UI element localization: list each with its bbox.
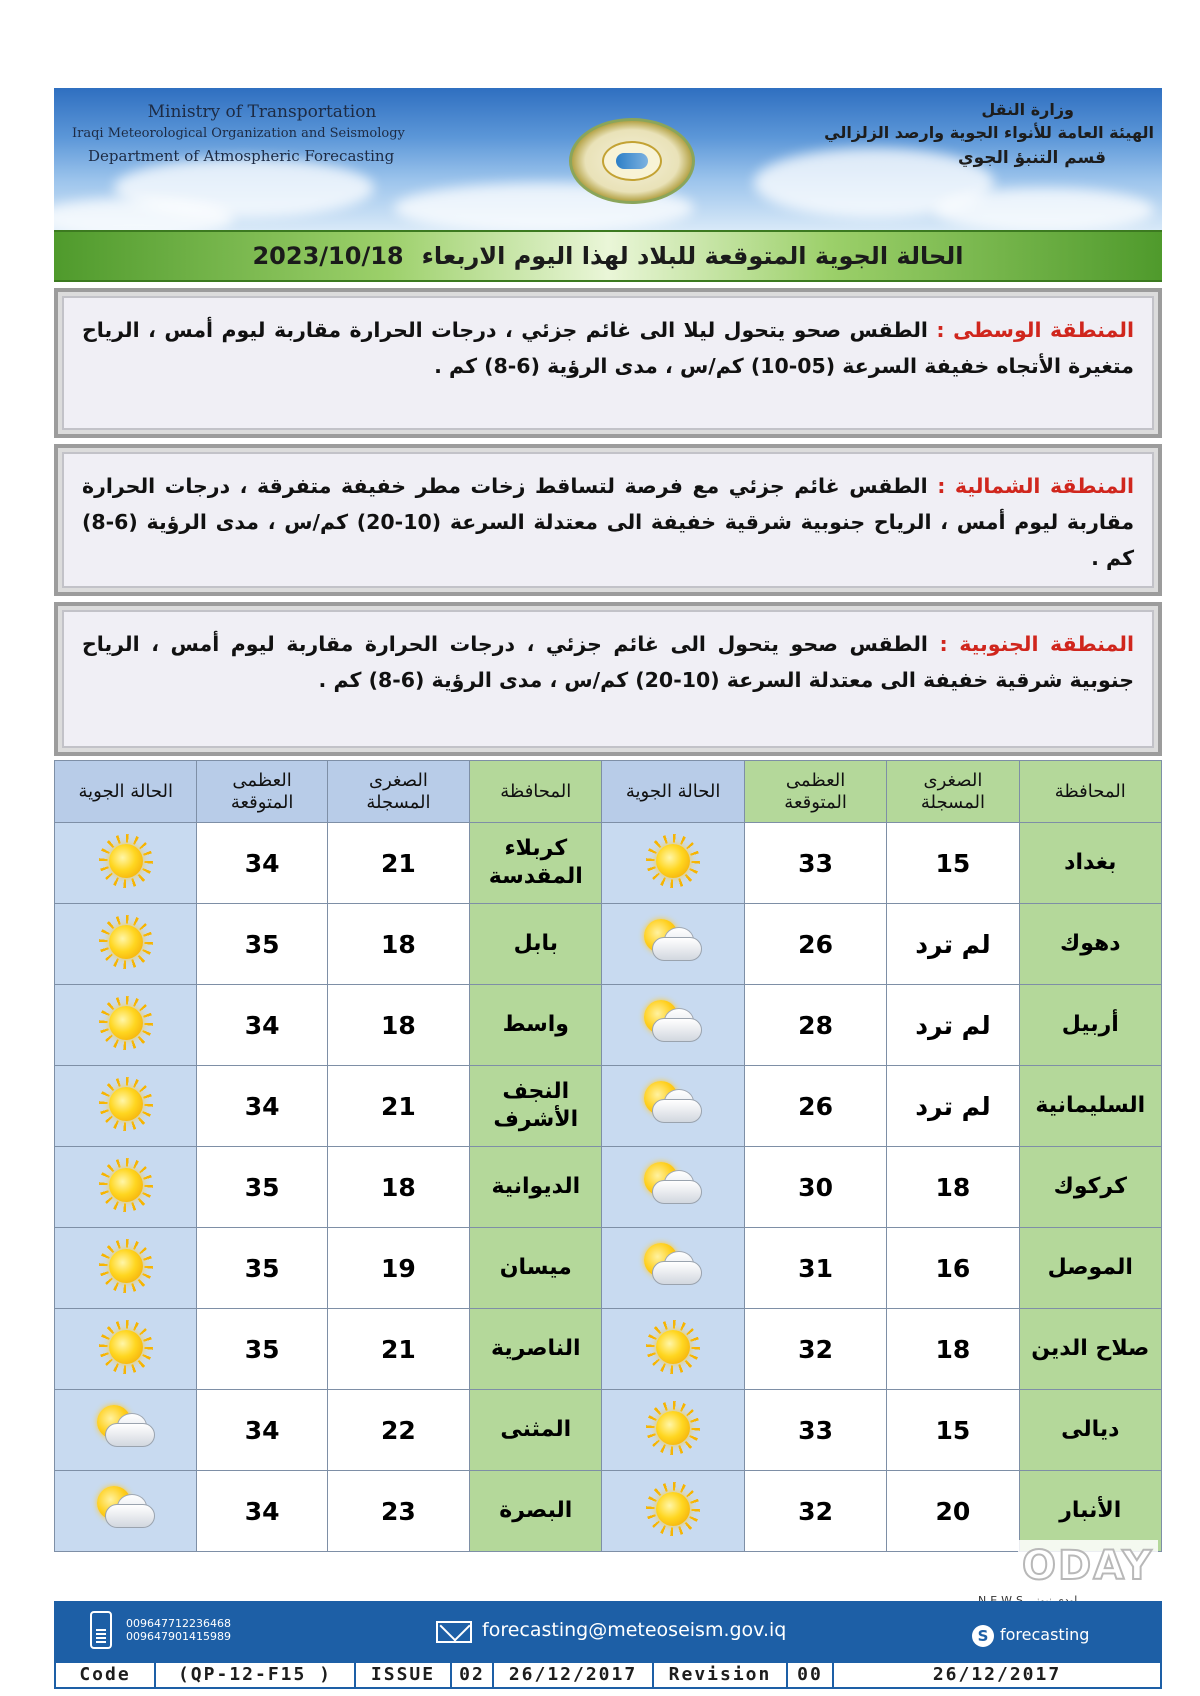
weather-cell bbox=[55, 1228, 197, 1309]
partly-cloudy-icon bbox=[638, 917, 708, 967]
partly-cloudy-icon bbox=[91, 1484, 161, 1534]
header-max: العظمى المتوقعة bbox=[744, 761, 886, 823]
province-name: البصرة bbox=[470, 1471, 602, 1552]
weather-cell bbox=[55, 1309, 197, 1390]
phone-2: 009647901415989 bbox=[126, 1630, 231, 1643]
title-date: 2023/10/18 bbox=[252, 242, 404, 270]
max-temp: 31 bbox=[744, 1228, 886, 1309]
weather-cell bbox=[55, 1390, 197, 1471]
province-name: الديوانية bbox=[470, 1147, 602, 1228]
header-max: العظمى المتوقعة bbox=[197, 761, 327, 823]
revision-number: 00 bbox=[788, 1663, 834, 1687]
sun-icon bbox=[99, 834, 153, 888]
sun-icon bbox=[99, 1077, 153, 1131]
forecast-sheet bbox=[54, 88, 1162, 1552]
min-temp: 15 bbox=[887, 1390, 1019, 1471]
english-header bbox=[72, 102, 452, 165]
weather-cell bbox=[55, 1471, 197, 1552]
footer bbox=[54, 1601, 1162, 1689]
min-temp: 21 bbox=[327, 823, 469, 904]
province-name: كربلاء المقدسة bbox=[470, 823, 602, 904]
arabic-header bbox=[794, 100, 1154, 168]
province-name: ديالى bbox=[1019, 1390, 1161, 1471]
header-weather: الحالة الجوية bbox=[602, 761, 744, 823]
table-header-row bbox=[55, 761, 1162, 823]
ministry-name-ar: وزارة النقل bbox=[981, 100, 1074, 119]
ministry-name-en: Ministry of Transportation bbox=[147, 102, 377, 122]
region-north bbox=[54, 444, 1162, 596]
province-name: بابل bbox=[470, 904, 602, 985]
issue-label: ISSUE bbox=[356, 1663, 452, 1687]
issue-date: 26/12/2017 bbox=[494, 1663, 654, 1687]
skype-icon: S bbox=[972, 1625, 994, 1647]
code-value: (QP-12-F15 ) bbox=[156, 1663, 356, 1687]
document-code-bar bbox=[54, 1661, 1162, 1689]
issue-number: 02 bbox=[452, 1663, 494, 1687]
partly-cloudy-icon bbox=[638, 998, 708, 1048]
skype-handle[interactable]: forecasting bbox=[1000, 1625, 1090, 1644]
min-temp: لم ترد bbox=[887, 1066, 1019, 1147]
title-text: الحالة الجوية المتوقعة للبلاد لهذا اليوم الاربعاء bbox=[421, 242, 964, 270]
region-text: الطقس غائم جزئي مع فرصة لتساقط زخات مطر خفيفة متفرقة ، درجات الحرارة مقاربة ليوم أمس ، الرياح جنوبية شرقية خفيفة الى معتدلة السرعة (10-20) كم/س ، مدى الرؤية (6-8) كم . bbox=[82, 474, 1135, 570]
min-temp: 18 bbox=[887, 1309, 1019, 1390]
forecast-title bbox=[54, 230, 1162, 282]
partly-cloudy-icon bbox=[638, 1079, 708, 1129]
province-name: المثنى bbox=[470, 1390, 602, 1471]
max-temp: 35 bbox=[197, 904, 327, 985]
organization-name-en: Iraqi Meteorological Organization and Seismology bbox=[72, 126, 405, 141]
max-temp: 34 bbox=[197, 985, 327, 1066]
phone-1: 009647712236468 bbox=[126, 1617, 231, 1630]
province-name: النجف الأشرف bbox=[470, 1066, 602, 1147]
min-temp: 18 bbox=[327, 904, 469, 985]
max-temp: 35 bbox=[197, 1309, 327, 1390]
header-province: المحافظة bbox=[1019, 761, 1161, 823]
revision-label: Revision bbox=[654, 1663, 788, 1687]
min-temp: 15 bbox=[887, 823, 1019, 904]
province-name: الناصرية bbox=[470, 1309, 602, 1390]
partly-cloudy-icon bbox=[638, 1241, 708, 1291]
min-temp: 18 bbox=[887, 1147, 1019, 1228]
max-temp: 33 bbox=[744, 823, 886, 904]
sun-icon bbox=[99, 915, 153, 969]
header-weather: الحالة الجوية bbox=[55, 761, 197, 823]
weather-cell bbox=[55, 1066, 197, 1147]
weather-cell bbox=[55, 985, 197, 1066]
email-address[interactable]: forecasting@meteoseism.gov.iq bbox=[482, 1619, 787, 1641]
sun-icon bbox=[646, 1401, 700, 1455]
table-row bbox=[55, 1228, 1162, 1309]
province-name: كركوك bbox=[1019, 1147, 1161, 1228]
province-name: السليمانية bbox=[1019, 1066, 1161, 1147]
watermark-logo: ODAY bbox=[1018, 1540, 1158, 1592]
province-name: الأنبار bbox=[1019, 1471, 1161, 1552]
partly-cloudy-icon bbox=[91, 1403, 161, 1453]
table-row bbox=[55, 1309, 1162, 1390]
sun-icon bbox=[99, 1158, 153, 1212]
province-name: صلاح الدين bbox=[1019, 1309, 1161, 1390]
weather-cell bbox=[602, 904, 744, 985]
sun-icon bbox=[646, 1482, 700, 1536]
max-temp: 30 bbox=[744, 1147, 886, 1228]
max-temp: 34 bbox=[197, 1471, 327, 1552]
max-temp: 33 bbox=[744, 1390, 886, 1471]
header-min: الصغرى المسجلة bbox=[887, 761, 1019, 823]
min-temp: 21 bbox=[327, 1309, 469, 1390]
weather-cell bbox=[55, 823, 197, 904]
sun-icon bbox=[99, 996, 153, 1050]
weather-cell bbox=[602, 1066, 744, 1147]
header-banner bbox=[54, 88, 1162, 230]
region-central bbox=[54, 288, 1162, 438]
min-temp: 23 bbox=[327, 1471, 469, 1552]
phone-numbers bbox=[126, 1617, 231, 1643]
max-temp: 26 bbox=[744, 1066, 886, 1147]
organization-name-ar: الهيئة العامة للأنواء الجوية وارصد الزلزالي bbox=[824, 123, 1154, 142]
mail-icon bbox=[436, 1621, 472, 1643]
table-row bbox=[55, 985, 1162, 1066]
table-row bbox=[55, 1066, 1162, 1147]
forecast-table bbox=[54, 760, 1162, 1552]
phone-icon bbox=[90, 1611, 112, 1649]
max-temp: 34 bbox=[197, 823, 327, 904]
header-province: المحافظة bbox=[470, 761, 602, 823]
department-name-en: Department of Atmospheric Forecasting bbox=[88, 147, 395, 165]
weather-cell bbox=[55, 904, 197, 985]
region-name: المنطقة الجنوبية : bbox=[939, 632, 1135, 656]
max-temp: 35 bbox=[197, 1147, 327, 1228]
weather-cell bbox=[602, 1471, 744, 1552]
province-name: أربيل bbox=[1019, 985, 1161, 1066]
table-row bbox=[55, 904, 1162, 985]
table-row bbox=[55, 1147, 1162, 1228]
sun-icon bbox=[99, 1320, 153, 1374]
table-row bbox=[55, 1390, 1162, 1471]
min-temp: 16 bbox=[887, 1228, 1019, 1309]
sun-icon bbox=[99, 1239, 153, 1293]
province-name: ميسان bbox=[470, 1228, 602, 1309]
weather-cell bbox=[602, 1390, 744, 1471]
weather-cell bbox=[602, 1228, 744, 1309]
province-name: بغداد bbox=[1019, 823, 1161, 904]
code-label: Code bbox=[56, 1663, 156, 1687]
region-south bbox=[54, 602, 1162, 756]
sun-icon bbox=[646, 834, 700, 888]
min-temp: 21 bbox=[327, 1066, 469, 1147]
table-row bbox=[55, 823, 1162, 904]
min-temp: 22 bbox=[327, 1390, 469, 1471]
province-name: الموصل bbox=[1019, 1228, 1161, 1309]
weather-cell bbox=[55, 1147, 197, 1228]
max-temp: 32 bbox=[744, 1471, 886, 1552]
weather-cell bbox=[602, 823, 744, 904]
min-temp: لم ترد bbox=[887, 985, 1019, 1066]
weather-cell bbox=[602, 1147, 744, 1228]
region-name: المنطقة الوسطى : bbox=[936, 318, 1134, 342]
header-min: الصغرى المسجلة bbox=[327, 761, 469, 823]
min-temp: 19 bbox=[327, 1228, 469, 1309]
department-name-ar: قسم التنبؤ الجوي bbox=[958, 148, 1106, 168]
min-temp: 18 bbox=[327, 1147, 469, 1228]
max-temp: 35 bbox=[197, 1228, 327, 1309]
region-name: المنطقة الشمالية : bbox=[937, 474, 1134, 498]
region-text: الطقس صحو يتحول ليلا الى غائم جزئي ، درجات الحرارة مقاربة ليوم أمس ، الرياح متغيرة الأتجاه خفيفة السرعة (05-10) كم/س ، مدى الرؤية (6-8) كم . bbox=[82, 318, 1134, 378]
organization-logo bbox=[569, 118, 695, 204]
min-temp: لم ترد bbox=[887, 904, 1019, 985]
max-temp: 26 bbox=[744, 904, 886, 985]
min-temp: 18 bbox=[327, 985, 469, 1066]
province-name: واسط bbox=[470, 985, 602, 1066]
max-temp: 34 bbox=[197, 1390, 327, 1471]
revision-date: 26/12/2017 bbox=[932, 1664, 1062, 1685]
weather-cell bbox=[602, 1309, 744, 1390]
partly-cloudy-icon bbox=[638, 1160, 708, 1210]
max-temp: 28 bbox=[744, 985, 886, 1066]
province-name: دهوك bbox=[1019, 904, 1161, 985]
weather-cell bbox=[602, 985, 744, 1066]
max-temp: 32 bbox=[744, 1309, 886, 1390]
table-row bbox=[55, 1471, 1162, 1552]
sun-icon bbox=[646, 1320, 700, 1374]
region-text: الطقس صحو يتحول الى غائم جزئي ، درجات الحرارة مقاربة ليوم أمس ، الرياح جنوبية شرقية خفيفة الى معتدلة السرعة (10-20) كم/س ، مدى الرؤية (6-8) كم . bbox=[82, 632, 1134, 692]
max-temp: 34 bbox=[197, 1066, 327, 1147]
min-temp: 20 bbox=[887, 1471, 1019, 1552]
